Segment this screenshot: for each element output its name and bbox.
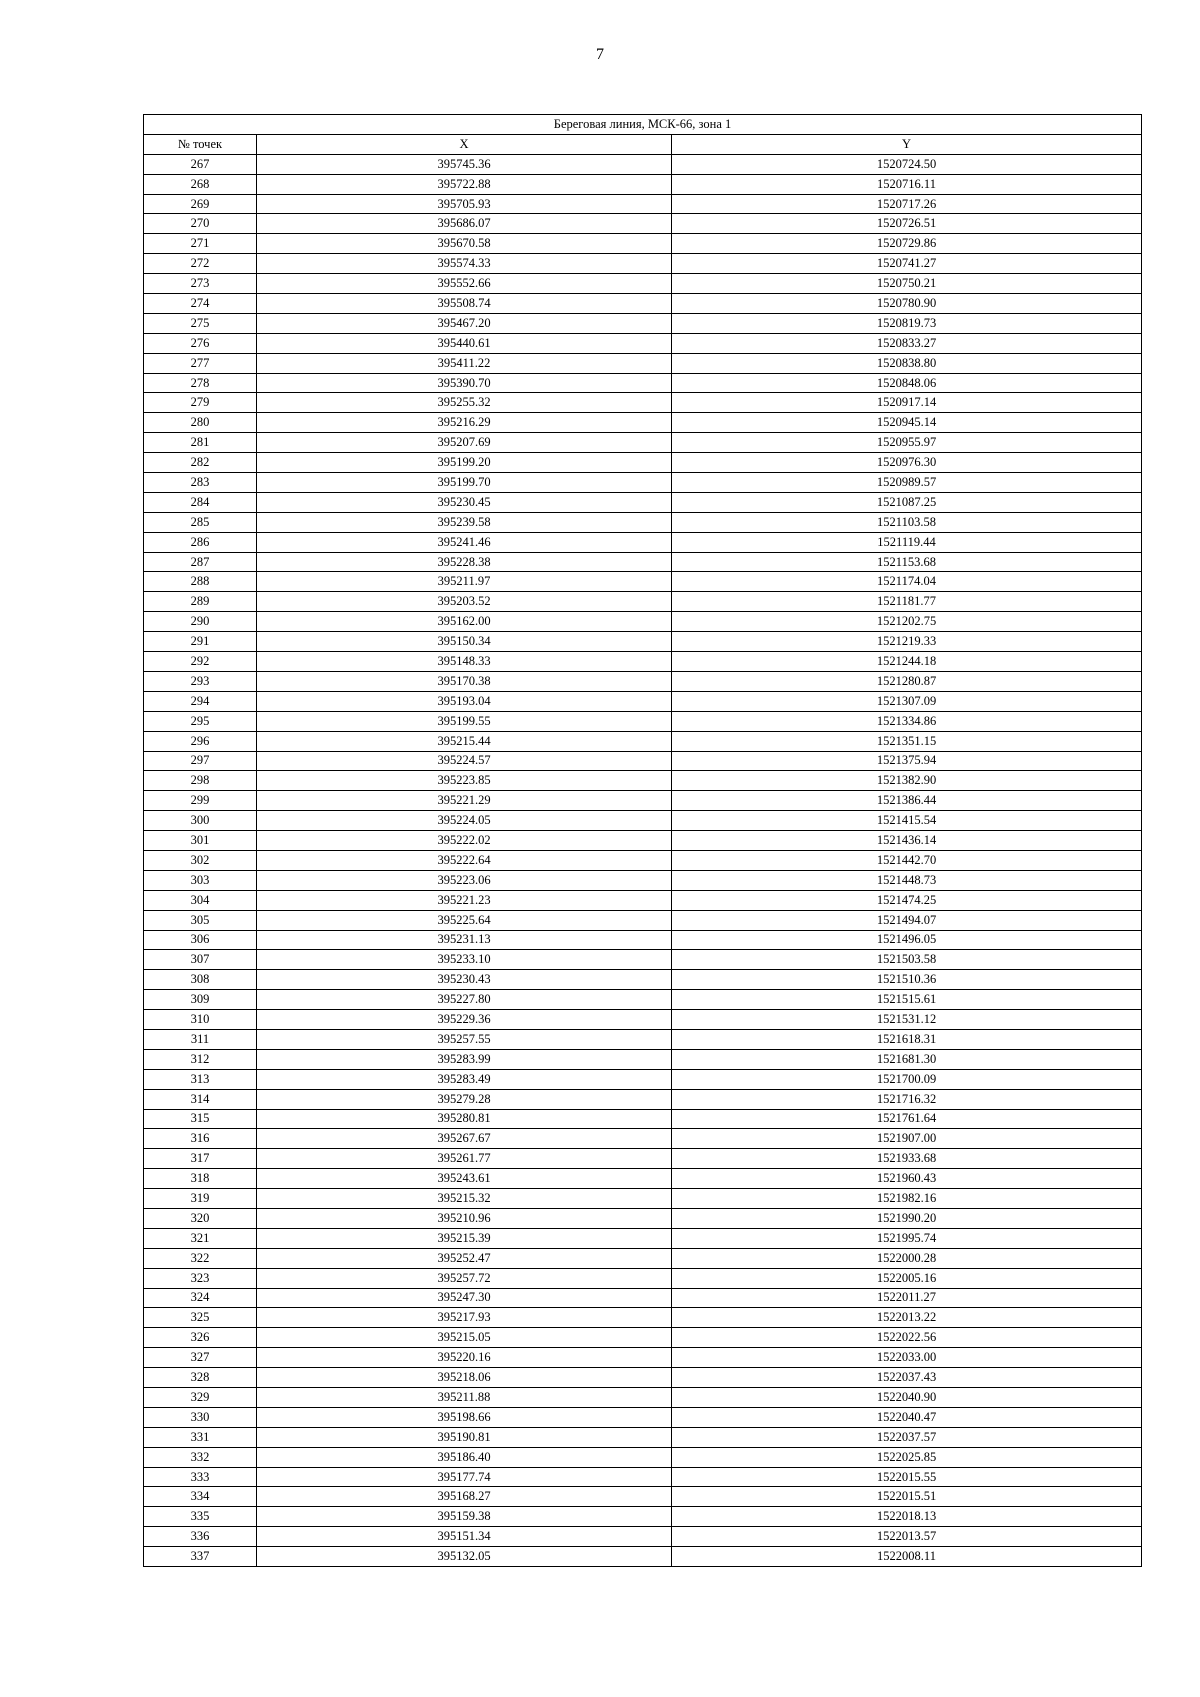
cell-point-number: 292 [144, 652, 257, 672]
cell-point-number: 314 [144, 1089, 257, 1109]
cell-x: 395150.34 [257, 632, 672, 652]
table-body [144, 154, 1142, 1566]
cell-x: 395255.32 [257, 393, 672, 413]
cell-x: 395467.20 [257, 313, 672, 333]
cell-point-number: 282 [144, 453, 257, 473]
cell-y: 1521982.16 [672, 1189, 1142, 1209]
cell-x: 395199.55 [257, 711, 672, 731]
cell-y: 1520945.14 [672, 413, 1142, 433]
table-row [144, 652, 1142, 672]
cell-y: 1521907.00 [672, 1129, 1142, 1149]
cell-x: 395186.40 [257, 1447, 672, 1467]
cell-y: 1520976.30 [672, 453, 1142, 473]
cell-x: 395411.22 [257, 353, 672, 373]
cell-point-number: 298 [144, 771, 257, 791]
cell-x: 395241.46 [257, 532, 672, 552]
cell-point-number: 291 [144, 632, 257, 652]
cell-x: 395229.36 [257, 1010, 672, 1030]
table-row [144, 1129, 1142, 1149]
table-row [144, 1149, 1142, 1169]
cell-point-number: 323 [144, 1268, 257, 1288]
table-row [144, 572, 1142, 592]
cell-y: 1522011.27 [672, 1288, 1142, 1308]
cell-x: 395257.55 [257, 1029, 672, 1049]
cell-x: 395257.72 [257, 1268, 672, 1288]
cell-x: 395670.58 [257, 234, 672, 254]
table-row [144, 453, 1142, 473]
cell-y: 1521174.04 [672, 572, 1142, 592]
cell-x: 395222.02 [257, 831, 672, 851]
cell-x: 395228.38 [257, 552, 672, 572]
cell-x: 395215.39 [257, 1228, 672, 1248]
cell-y: 1520780.90 [672, 294, 1142, 314]
cell-x: 395283.49 [257, 1069, 672, 1089]
cell-y: 1522033.00 [672, 1348, 1142, 1368]
cell-point-number: 325 [144, 1308, 257, 1328]
table-row [144, 1010, 1142, 1030]
cell-y: 1521334.86 [672, 711, 1142, 731]
cell-x: 395230.43 [257, 970, 672, 990]
cell-point-number: 302 [144, 850, 257, 870]
cell-y: 1522005.16 [672, 1268, 1142, 1288]
cell-point-number: 273 [144, 274, 257, 294]
cell-y: 1521119.44 [672, 532, 1142, 552]
cell-point-number: 299 [144, 791, 257, 811]
header-y: Y [672, 134, 1142, 154]
cell-x: 395247.30 [257, 1288, 672, 1308]
cell-point-number: 315 [144, 1109, 257, 1129]
cell-y: 1522008.11 [672, 1547, 1142, 1567]
cell-point-number: 283 [144, 473, 257, 493]
cell-y: 1521087.25 [672, 492, 1142, 512]
cell-point-number: 271 [144, 234, 257, 254]
cell-y: 1521510.36 [672, 970, 1142, 990]
cell-y: 1521474.25 [672, 890, 1142, 910]
cell-x: 395193.04 [257, 691, 672, 711]
cell-x: 395223.85 [257, 771, 672, 791]
cell-point-number: 272 [144, 254, 257, 274]
table-row [144, 1189, 1142, 1209]
table-row [144, 930, 1142, 950]
cell-point-number: 294 [144, 691, 257, 711]
cell-point-number: 280 [144, 413, 257, 433]
cell-y: 1521181.77 [672, 592, 1142, 612]
cell-y: 1521503.58 [672, 950, 1142, 970]
cell-y: 1521219.33 [672, 632, 1142, 652]
cell-point-number: 304 [144, 890, 257, 910]
cell-x: 395198.66 [257, 1407, 672, 1427]
cell-y: 1521494.07 [672, 910, 1142, 930]
cell-point-number: 313 [144, 1069, 257, 1089]
cell-point-number: 308 [144, 970, 257, 990]
table-row [144, 850, 1142, 870]
table-row [144, 313, 1142, 333]
cell-point-number: 296 [144, 731, 257, 751]
cell-x: 395220.16 [257, 1348, 672, 1368]
table-row [144, 592, 1142, 612]
cell-x: 395224.05 [257, 811, 672, 831]
cell-point-number: 327 [144, 1348, 257, 1368]
table-row [144, 870, 1142, 890]
cell-point-number: 268 [144, 174, 257, 194]
cell-y: 1521496.05 [672, 930, 1142, 950]
cell-x: 395440.61 [257, 333, 672, 353]
cell-y: 1522013.57 [672, 1527, 1142, 1547]
cell-point-number: 310 [144, 1010, 257, 1030]
cell-y: 1521995.74 [672, 1228, 1142, 1248]
table-header-row [144, 134, 1142, 154]
cell-y: 1521280.87 [672, 671, 1142, 691]
table-row [144, 433, 1142, 453]
cell-y: 1520989.57 [672, 473, 1142, 493]
table-row [144, 353, 1142, 373]
table-row [144, 512, 1142, 532]
cell-x: 395162.00 [257, 612, 672, 632]
table-row [144, 950, 1142, 970]
table-row [144, 1328, 1142, 1348]
table-row [144, 771, 1142, 791]
cell-y: 1521436.14 [672, 831, 1142, 851]
cell-point-number: 318 [144, 1169, 257, 1189]
cell-x: 395216.29 [257, 413, 672, 433]
cell-point-number: 307 [144, 950, 257, 970]
cell-y: 1522037.57 [672, 1427, 1142, 1447]
cell-point-number: 333 [144, 1467, 257, 1487]
table-row [144, 791, 1142, 811]
cell-x: 395705.93 [257, 194, 672, 214]
table-row [144, 1248, 1142, 1268]
cell-y: 1521202.75 [672, 612, 1142, 632]
cell-y: 1521153.68 [672, 552, 1142, 572]
cell-x: 395279.28 [257, 1089, 672, 1109]
cell-y: 1522022.56 [672, 1328, 1142, 1348]
cell-point-number: 285 [144, 512, 257, 532]
cell-point-number: 279 [144, 393, 257, 413]
cell-y: 1521531.12 [672, 1010, 1142, 1030]
table-row [144, 731, 1142, 751]
cell-x: 395552.66 [257, 274, 672, 294]
cell-x: 395224.57 [257, 751, 672, 771]
cell-x: 395148.33 [257, 652, 672, 672]
page-number: 7 [596, 46, 604, 63]
cell-point-number: 335 [144, 1507, 257, 1527]
table-row [144, 1169, 1142, 1189]
header-x: X [257, 134, 672, 154]
table-row [144, 1467, 1142, 1487]
cell-x: 395221.23 [257, 890, 672, 910]
cell-y: 1521716.32 [672, 1089, 1142, 1109]
table-row [144, 333, 1142, 353]
table-row [144, 1208, 1142, 1228]
cell-point-number: 312 [144, 1049, 257, 1069]
cell-x: 395280.81 [257, 1109, 672, 1129]
table-row [144, 1029, 1142, 1049]
cell-y: 1521415.54 [672, 811, 1142, 831]
table-row [144, 373, 1142, 393]
cell-point-number: 276 [144, 333, 257, 353]
cell-point-number: 316 [144, 1129, 257, 1149]
cell-y: 1521351.15 [672, 731, 1142, 751]
table-row [144, 671, 1142, 691]
cell-point-number: 281 [144, 433, 257, 453]
cell-y: 1522025.85 [672, 1447, 1142, 1467]
cell-point-number: 289 [144, 592, 257, 612]
table-row [144, 393, 1142, 413]
cell-y: 1521515.61 [672, 990, 1142, 1010]
cell-y: 1520717.26 [672, 194, 1142, 214]
cell-x: 395222.64 [257, 850, 672, 870]
cell-point-number: 301 [144, 831, 257, 851]
cell-x: 395574.33 [257, 254, 672, 274]
table-row [144, 1368, 1142, 1388]
table-row [144, 1348, 1142, 1368]
cell-point-number: 306 [144, 930, 257, 950]
table-row [144, 532, 1142, 552]
cell-y: 1521442.70 [672, 850, 1142, 870]
table-row [144, 831, 1142, 851]
cell-y: 1521244.18 [672, 652, 1142, 672]
cell-x: 395243.61 [257, 1169, 672, 1189]
cell-x: 395745.36 [257, 154, 672, 174]
cell-x: 395225.64 [257, 910, 672, 930]
cell-point-number: 329 [144, 1388, 257, 1408]
cell-point-number: 295 [144, 711, 257, 731]
header-point-number: № точек [144, 134, 257, 154]
cell-x: 395233.10 [257, 950, 672, 970]
cell-x: 395151.34 [257, 1527, 672, 1547]
table-row [144, 910, 1142, 930]
cell-y: 1520716.11 [672, 174, 1142, 194]
cell-y: 1520848.06 [672, 373, 1142, 393]
table-row [144, 612, 1142, 632]
cell-x: 395215.32 [257, 1189, 672, 1209]
cell-x: 395218.06 [257, 1368, 672, 1388]
table-row [144, 711, 1142, 731]
cell-y: 1521307.09 [672, 691, 1142, 711]
cell-y: 1520729.86 [672, 234, 1142, 254]
cell-point-number: 322 [144, 1248, 257, 1268]
table-row [144, 751, 1142, 771]
cell-point-number: 334 [144, 1487, 257, 1507]
table-row [144, 1427, 1142, 1447]
cell-point-number: 332 [144, 1447, 257, 1467]
table-row [144, 1268, 1142, 1288]
cell-y: 1521960.43 [672, 1169, 1142, 1189]
cell-y: 1522000.28 [672, 1248, 1142, 1268]
table-row [144, 1447, 1142, 1467]
cell-x: 395168.27 [257, 1487, 672, 1507]
cell-y: 1522037.43 [672, 1368, 1142, 1388]
cell-x: 395199.70 [257, 473, 672, 493]
cell-y: 1520819.73 [672, 313, 1142, 333]
table-row [144, 970, 1142, 990]
table-row [144, 154, 1142, 174]
cell-x: 395267.67 [257, 1129, 672, 1149]
cell-y: 1521448.73 [672, 870, 1142, 890]
cell-y: 1521375.94 [672, 751, 1142, 771]
cell-point-number: 330 [144, 1407, 257, 1427]
cell-y: 1521618.31 [672, 1029, 1142, 1049]
table-row [144, 990, 1142, 1010]
table-row [144, 254, 1142, 274]
table-row [144, 1288, 1142, 1308]
cell-y: 1522018.13 [672, 1507, 1142, 1527]
cell-x: 395221.29 [257, 791, 672, 811]
cell-x: 395199.20 [257, 453, 672, 473]
cell-x: 395190.81 [257, 1427, 672, 1447]
table-row [144, 1388, 1142, 1408]
cell-point-number: 309 [144, 990, 257, 1010]
cell-point-number: 274 [144, 294, 257, 314]
table-row [144, 234, 1142, 254]
table-row [144, 1547, 1142, 1567]
cell-y: 1520741.27 [672, 254, 1142, 274]
cell-x: 395252.47 [257, 1248, 672, 1268]
table-row [144, 1308, 1142, 1328]
cell-x: 395159.38 [257, 1507, 672, 1527]
cell-y: 1520750.21 [672, 274, 1142, 294]
cell-x: 395177.74 [257, 1467, 672, 1487]
cell-y: 1520838.80 [672, 353, 1142, 373]
cell-point-number: 269 [144, 194, 257, 214]
cell-point-number: 270 [144, 214, 257, 234]
cell-y: 1521382.90 [672, 771, 1142, 791]
cell-point-number: 328 [144, 1368, 257, 1388]
cell-y: 1522040.47 [672, 1407, 1142, 1427]
cell-y: 1520833.27 [672, 333, 1142, 353]
cell-x: 395230.45 [257, 492, 672, 512]
table-row [144, 1109, 1142, 1129]
cell-y: 1521761.64 [672, 1109, 1142, 1129]
cell-x: 395203.52 [257, 592, 672, 612]
cell-point-number: 275 [144, 313, 257, 333]
table-row [144, 274, 1142, 294]
cell-point-number: 305 [144, 910, 257, 930]
coordinates-table [143, 114, 1142, 1567]
cell-point-number: 320 [144, 1208, 257, 1228]
cell-point-number: 321 [144, 1228, 257, 1248]
table-row [144, 632, 1142, 652]
table-row [144, 1049, 1142, 1069]
table-row [144, 1069, 1142, 1089]
cell-x: 395207.69 [257, 433, 672, 453]
cell-y: 1522013.22 [672, 1308, 1142, 1328]
cell-y: 1522015.55 [672, 1467, 1142, 1487]
cell-x: 395227.80 [257, 990, 672, 1010]
cell-x: 395283.99 [257, 1049, 672, 1069]
cell-y: 1520917.14 [672, 393, 1142, 413]
cell-point-number: 326 [144, 1328, 257, 1348]
cell-point-number: 286 [144, 532, 257, 552]
cell-x: 395261.77 [257, 1149, 672, 1169]
table-row [144, 413, 1142, 433]
cell-point-number: 293 [144, 671, 257, 691]
table-row [144, 492, 1142, 512]
table-row [144, 473, 1142, 493]
table-row [144, 1487, 1142, 1507]
cell-point-number: 267 [144, 154, 257, 174]
cell-point-number: 324 [144, 1288, 257, 1308]
cell-point-number: 278 [144, 373, 257, 393]
cell-x: 395132.05 [257, 1547, 672, 1567]
cell-point-number: 300 [144, 811, 257, 831]
cell-point-number: 290 [144, 612, 257, 632]
table-row [144, 294, 1142, 314]
cell-y: 1520955.97 [672, 433, 1142, 453]
cell-y: 1521933.68 [672, 1149, 1142, 1169]
cell-point-number: 311 [144, 1029, 257, 1049]
cell-point-number: 287 [144, 552, 257, 572]
cell-point-number: 337 [144, 1547, 257, 1567]
cell-point-number: 288 [144, 572, 257, 592]
cell-x: 395211.88 [257, 1388, 672, 1408]
cell-point-number: 297 [144, 751, 257, 771]
cell-y: 1522015.51 [672, 1487, 1142, 1507]
table-row [144, 214, 1142, 234]
cell-point-number: 336 [144, 1527, 257, 1547]
table-row [144, 890, 1142, 910]
cell-point-number: 277 [144, 353, 257, 373]
cell-y: 1522040.90 [672, 1388, 1142, 1408]
cell-point-number: 284 [144, 492, 257, 512]
cell-x: 395231.13 [257, 930, 672, 950]
table-row [144, 1228, 1142, 1248]
cell-point-number: 303 [144, 870, 257, 890]
table-row [144, 552, 1142, 572]
table-row [144, 1089, 1142, 1109]
table-row [144, 1527, 1142, 1547]
cell-y: 1521103.58 [672, 512, 1142, 532]
cell-x: 395722.88 [257, 174, 672, 194]
cell-point-number: 317 [144, 1149, 257, 1169]
table-row [144, 811, 1142, 831]
table-caption-row [144, 115, 1142, 135]
cell-y: 1521386.44 [672, 791, 1142, 811]
cell-x: 395217.93 [257, 1308, 672, 1328]
table-row [144, 174, 1142, 194]
cell-x: 395390.70 [257, 373, 672, 393]
cell-x: 395239.58 [257, 512, 672, 532]
table-caption: Береговая линия, МСК-66, зона 1 [144, 115, 1142, 135]
cell-point-number: 331 [144, 1427, 257, 1447]
cell-y: 1521700.09 [672, 1069, 1142, 1089]
cell-point-number: 319 [144, 1189, 257, 1209]
table-row [144, 1507, 1142, 1527]
cell-x: 395223.06 [257, 870, 672, 890]
cell-x: 395170.38 [257, 671, 672, 691]
table-row [144, 1407, 1142, 1427]
cell-y: 1520726.51 [672, 214, 1142, 234]
cell-x: 395215.44 [257, 731, 672, 751]
table-row [144, 194, 1142, 214]
cell-x: 395686.07 [257, 214, 672, 234]
cell-y: 1521681.30 [672, 1049, 1142, 1069]
cell-y: 1521990.20 [672, 1208, 1142, 1228]
cell-x: 395215.05 [257, 1328, 672, 1348]
cell-x: 395508.74 [257, 294, 672, 314]
table-row [144, 691, 1142, 711]
cell-y: 1520724.50 [672, 154, 1142, 174]
cell-x: 395210.96 [257, 1208, 672, 1228]
cell-x: 395211.97 [257, 572, 672, 592]
